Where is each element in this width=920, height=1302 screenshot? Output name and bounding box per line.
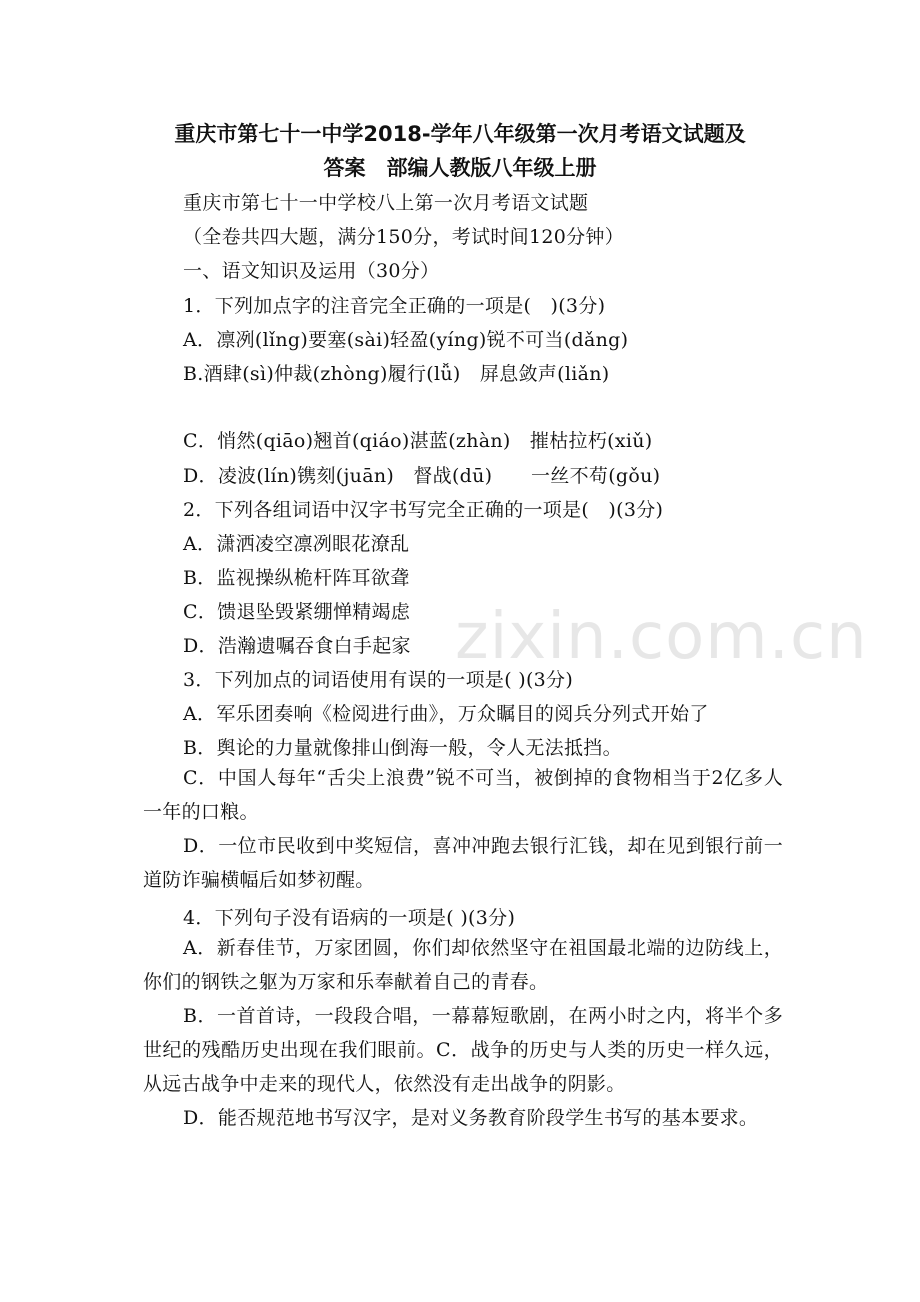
q2-option-c: C．馈退坠毁紧绷惮精竭虑 [183,601,411,623]
q1-option-d: D．凌波(lín)镌刻(juān) 督战(dū) 一丝不苟(gǒu) [183,465,661,487]
document-title-line1: 重庆市第七十一中学2018-学年八年级第一次月考语文试题及 [174,122,746,146]
q1-stem: 1．下列加点字的注音完全正确的一项是( )(3分) [183,295,606,317]
q2-option-d: D．浩瀚遗嘱吞食白手起家 [183,635,411,657]
q3-option-a: A．军乐团奏响《检阅进行曲》，万众瞩目的阅兵分列式开始了 [183,703,709,725]
q2-option-a: A．潇洒凌空凛冽眼花潦乱 [183,533,410,555]
q4-option-a: A．新春佳节，万家团圆，你们却依然坚守在祖国最北端的边防线上，你们的钢铁之躯为万家和乐奉献着自己的青春。 [143,937,783,993]
q4-option-bc: B．一首首诗，一段段合唱，一幕幕短歌剧，在两小时之内，将半个多世纪的残酷历史出现在我们眼前。C．战争的历史与人类的历史一样久远，从远古战争中走来的现代人，依然没有走出战争的阴影。 [143,1005,783,1095]
q3-option-c: C．中国人每年“舌尖上浪费”锐不可当，被倒掉的食物相当于2亿多人一年的口粮。 [143,767,783,823]
q4-option-d: D．能否规范地书写汉字，是对义务教育阶段学生书写的基本要求。 [183,1107,759,1129]
q3-stem: 3．下列加点的词语使用有误的一项是( )(3分) [183,669,574,691]
exam-subtitle: 重庆市第七十一中学校八上第一次月考语文试题 [183,192,589,214]
q4-stem: 4．下列句子没有语病的一项是( )(3分) [183,907,516,929]
q2-stem: 2．下列各组词语中汉字书写完全正确的一项是( )(3分) [183,499,664,521]
q1-option-b: B.酒肆(sì)仲裁(zhòng)履行(lǚ) 屏息敛声(liǎn) [183,363,610,385]
watermark: zixin.com.cn [455,600,868,674]
q3-option-b: B．舆论的力量就像排山倒海一般，令人无法抵挡。 [183,737,622,759]
section-heading-1: 一、语文知识及运用（30分） [183,260,440,282]
q3-option-d: D．一位市民收到中奖短信，喜冲冲跑去银行汇钱，却在见到银行前一道防诈骗横幅后如梦初醒。 [143,835,783,891]
q1-option-c: C．悄然(qiāo)翘首(qiáo)湛蓝(zhàn) 摧枯拉朽(xiǔ) [183,430,653,452]
q1-option-a: A．凛冽(lǐng)要塞(sài)轻盈(yíng)锐不可当(dǎng) [183,329,629,351]
document-title-line2: 答案 部编人教版八年级上册 [323,156,597,180]
q2-option-b: B．监视操纵桅杆阵耳欲聋 [183,567,410,589]
exam-note: （全卷共四大题，满分150分，考试时间120分钟） [183,226,625,248]
